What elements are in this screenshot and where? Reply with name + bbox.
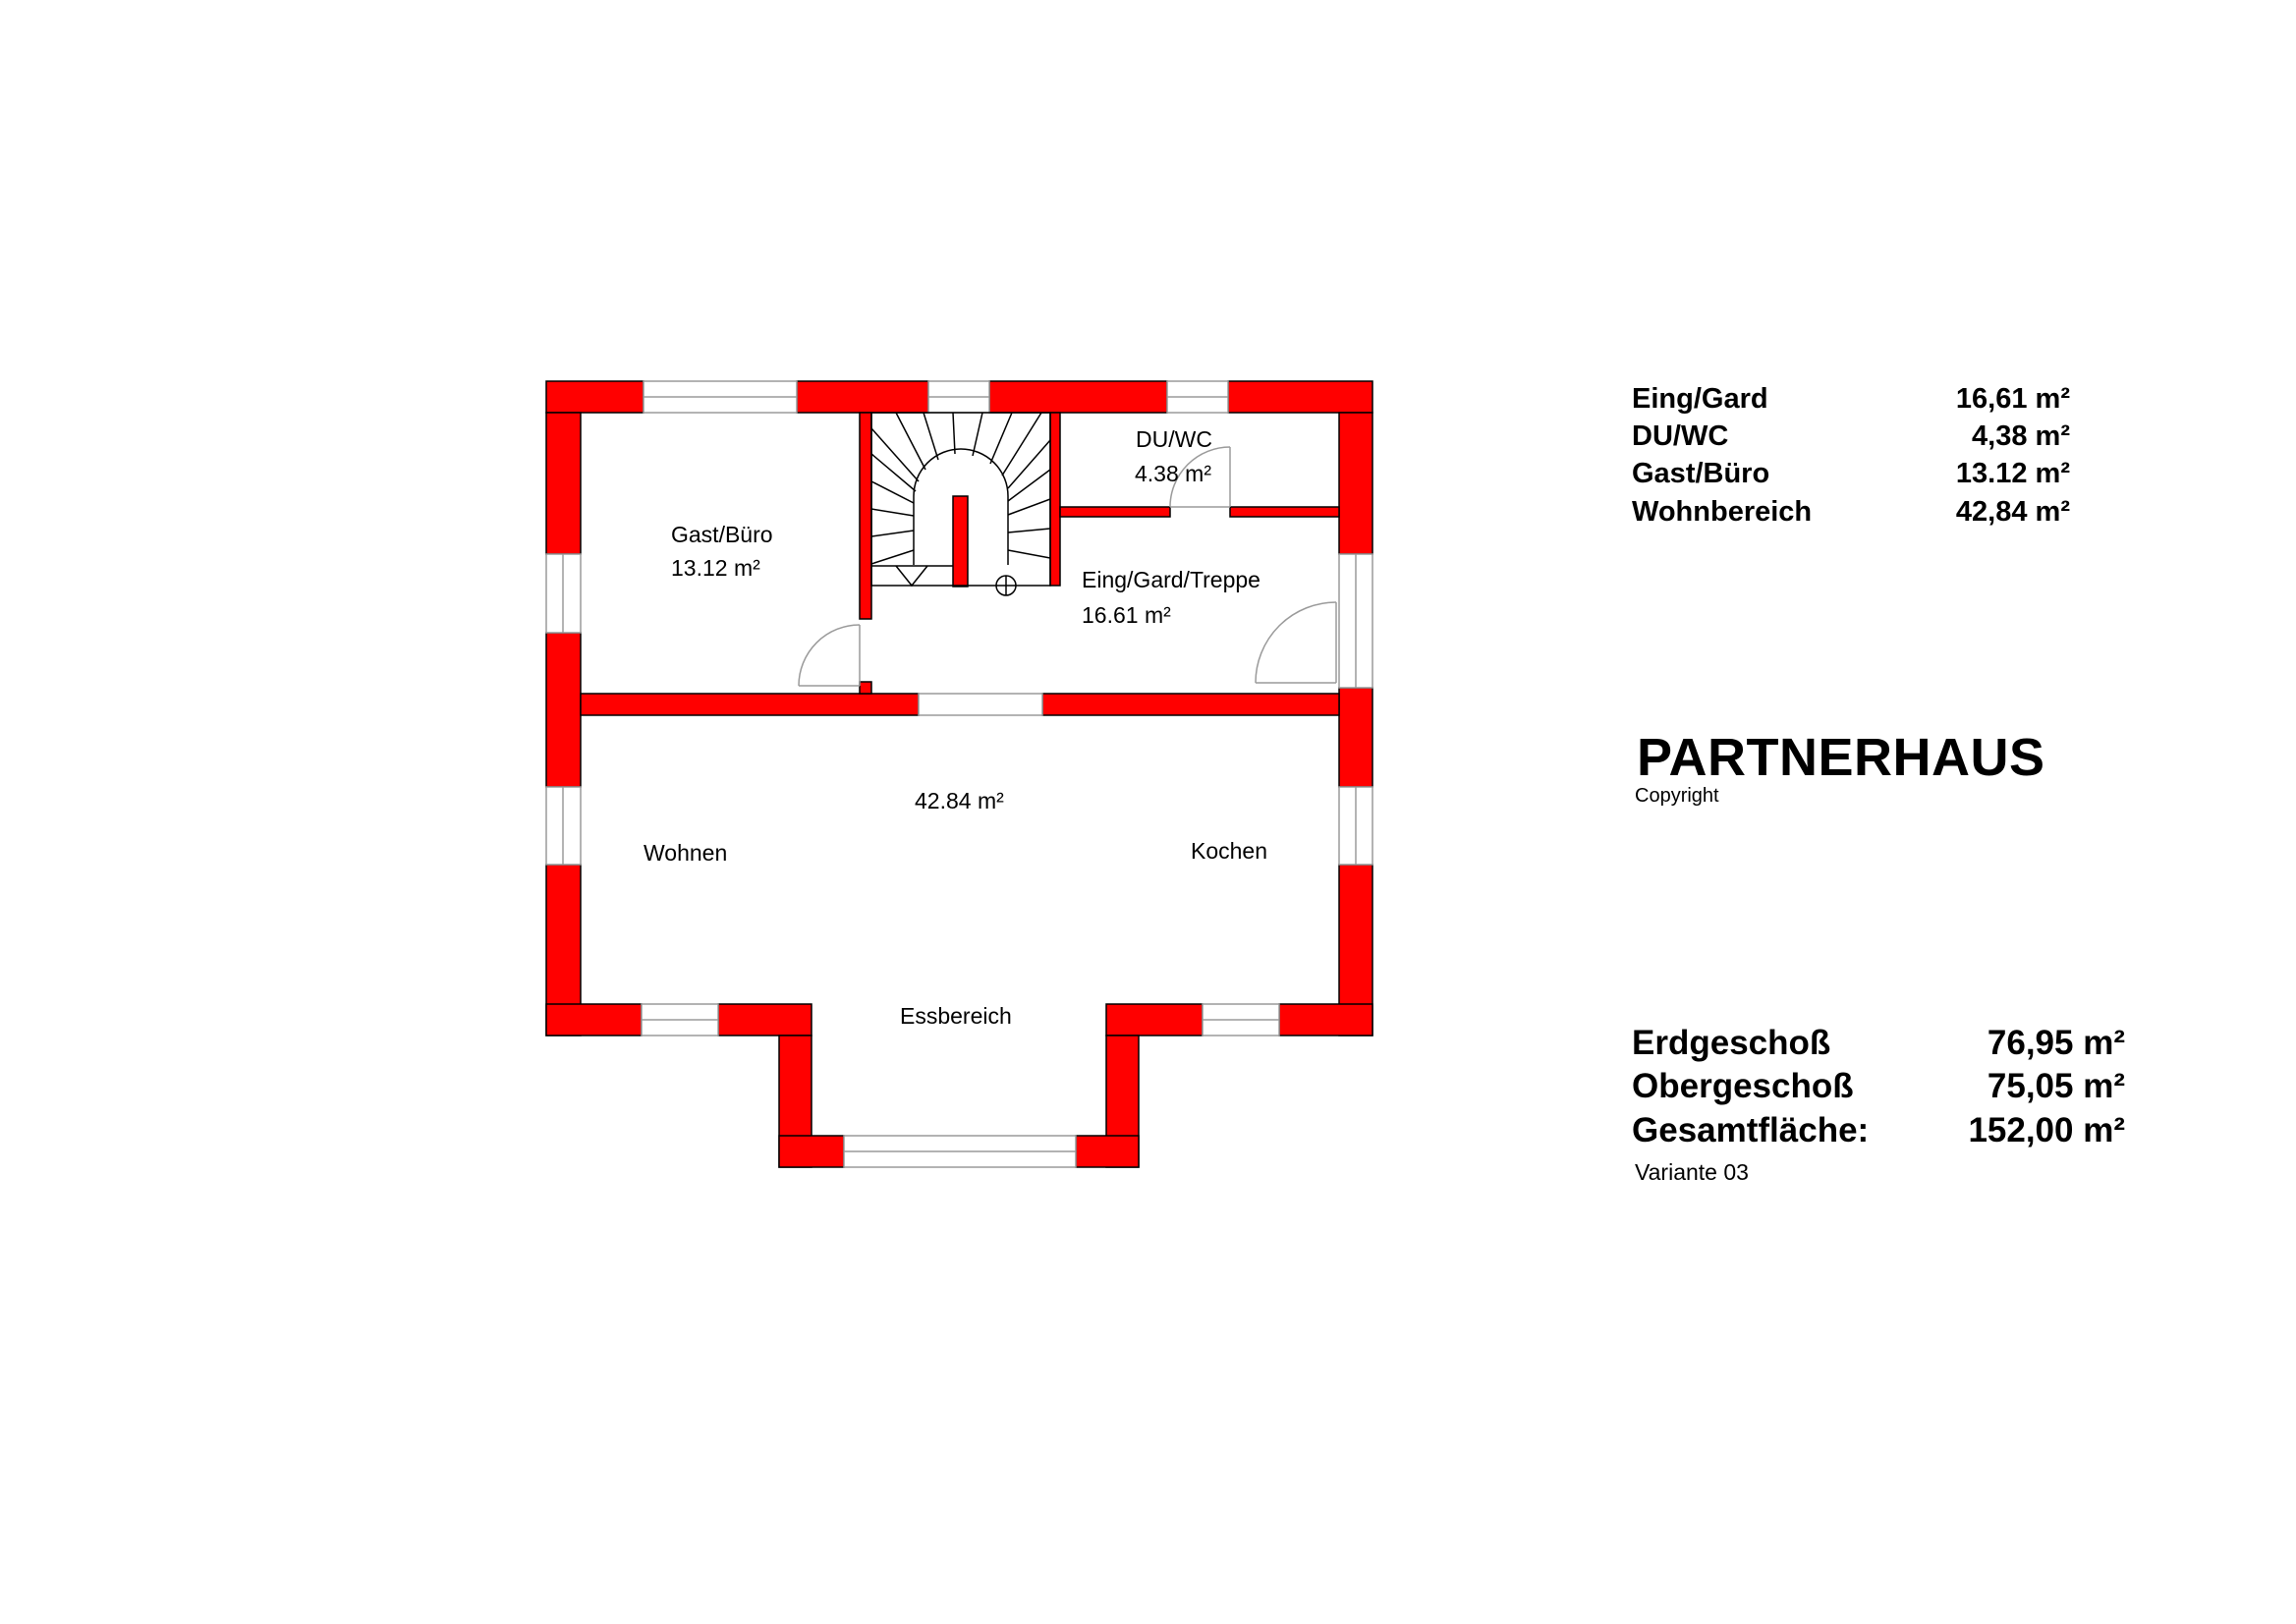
room-area-row	[1632, 496, 2070, 532]
stair-tread	[871, 550, 914, 564]
wall	[718, 1004, 812, 1036]
stair-tread	[924, 413, 938, 460]
room-area-eingang: 16.61 m²	[1082, 602, 1171, 628]
room-name-gast-buero: Gast/Büro	[671, 522, 773, 547]
copyright-note: Copyright	[1635, 785, 1719, 807]
walls	[546, 381, 1372, 1167]
wall	[1050, 413, 1060, 586]
stair-tread	[871, 509, 914, 516]
room-area-value: 4,38 m²	[1972, 420, 2070, 452]
room-area-value: 42,84 m²	[1955, 496, 2070, 528]
wall	[546, 633, 581, 787]
wall	[546, 1004, 642, 1036]
variant-label: Variante 03	[1635, 1159, 1749, 1185]
wall	[546, 381, 644, 413]
wall	[797, 381, 928, 413]
room-area-name: DU/WC	[1632, 420, 1729, 452]
room-area-wohnbereich: 42.84 m²	[915, 788, 1004, 813]
wall	[1339, 413, 1372, 554]
stair-tread	[1008, 499, 1050, 515]
wall	[1230, 507, 1339, 517]
room-area-value: 16,61 m²	[1955, 383, 2070, 415]
stair-tread	[871, 531, 914, 536]
wall	[1339, 688, 1372, 787]
stair-tread	[1008, 550, 1050, 558]
room-area-name: Eing/Gard	[1632, 383, 1768, 415]
room-area-value: 13.12 m²	[1955, 458, 2070, 489]
wall	[989, 381, 1167, 413]
door-swing	[1256, 602, 1336, 683]
room-name-du-wc: DU/WC	[1136, 426, 1212, 452]
room-area-name: Wohnbereich	[1632, 496, 1813, 528]
wall	[1279, 1004, 1372, 1036]
wall	[1042, 694, 1339, 715]
room-area-row	[1632, 383, 2070, 419]
stair-tread	[990, 413, 1012, 464]
floor-total-value: 152,00 m²	[1968, 1111, 2125, 1149]
room-name-eingang: Eing/Gard/Treppe	[1082, 567, 1260, 592]
wall	[546, 413, 581, 554]
stair-tread	[973, 413, 982, 456]
floor-total-row	[1632, 1111, 2125, 1152]
room-area-name: Gast/Büro	[1632, 458, 1770, 489]
brand-name: PARTNERHAUS	[1637, 728, 2045, 787]
room-area-gast-buero: 13.12 m²	[671, 555, 760, 581]
floor-total-name: Erdgeschoß	[1632, 1024, 1831, 1062]
room-area-du-wc: 4.38 m²	[1135, 461, 1211, 486]
zone-label-kochen: Kochen	[1191, 838, 1268, 864]
stair-tread	[871, 454, 916, 491]
stair-tread	[1008, 529, 1050, 532]
zone-label-wohnen: Wohnen	[644, 840, 728, 866]
floor-total-row	[1632, 1067, 2125, 1108]
wall	[1228, 381, 1372, 413]
zone-label-essbereich: Essbereich	[900, 1003, 1012, 1029]
room-area-row	[1632, 420, 2070, 456]
room-area-row	[1632, 458, 2070, 493]
wall	[779, 1136, 844, 1167]
door-swing	[799, 625, 860, 686]
wall	[1076, 1136, 1139, 1167]
stair-arrow	[896, 566, 927, 586]
floor-total-value: 76,95 m²	[1987, 1024, 2125, 1062]
stair-tread	[953, 413, 955, 454]
floor-total-name: Gesamtfläche:	[1632, 1111, 1870, 1149]
wall	[860, 682, 871, 694]
wall	[953, 496, 968, 587]
stair-tread	[1008, 470, 1050, 501]
floor-total-row	[1632, 1024, 2125, 1065]
stair-tread	[1008, 440, 1050, 488]
floor-total-value: 75,05 m²	[1987, 1067, 2125, 1105]
floor-total-name: Obergeschoß	[1632, 1067, 1854, 1105]
wall	[1106, 1004, 1203, 1036]
wall	[1060, 507, 1170, 517]
opening	[919, 694, 1042, 715]
wall	[860, 413, 871, 619]
wall	[581, 694, 919, 715]
